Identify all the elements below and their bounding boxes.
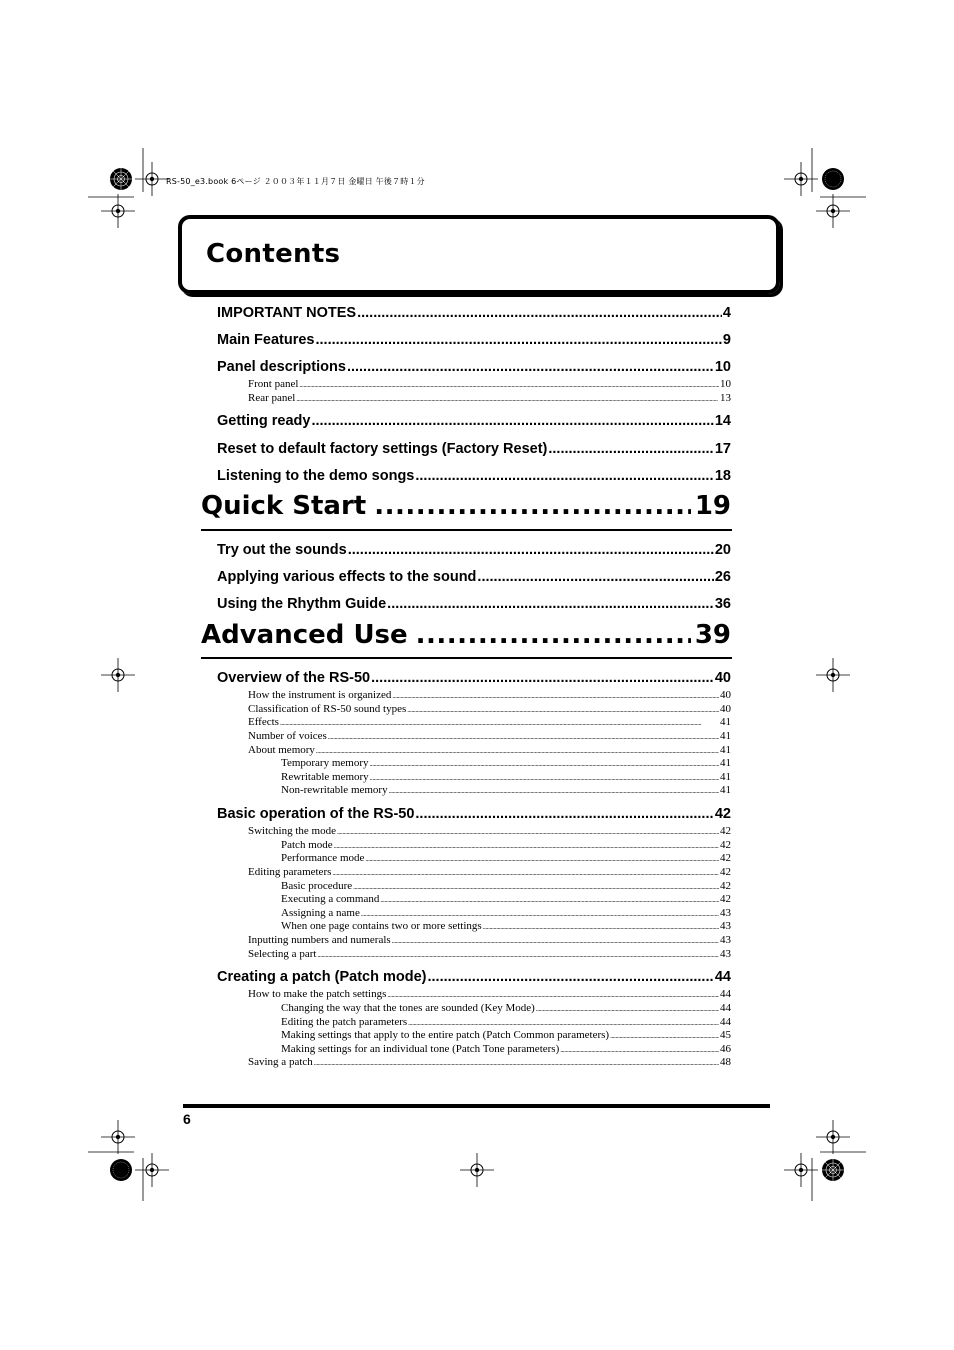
toc-section-quick-start[interactable]: Quick Start ..... 19 [201, 491, 731, 521]
toc-entry-front-panel[interactable]: Front panel ..... 10 [248, 378, 731, 390]
toc-entry-panel-descriptions[interactable]: Panel descriptions ..... 10 [217, 359, 731, 375]
registration-mark-icon [816, 658, 850, 692]
registration-mark-icon [784, 162, 818, 196]
crop-circle-icon [110, 168, 132, 190]
toc-entry-rhythm-guide[interactable]: Using the Rhythm Guide ..... 36 [217, 596, 731, 612]
toc-entry-main-features[interactable]: Main Features ..... 9 [217, 332, 731, 348]
registration-mark-icon [784, 1153, 818, 1187]
toc-entry-try-sounds[interactable]: Try out the sounds ..... 20 [217, 542, 731, 558]
toc-entry-classification[interactable]: Classification of RS-50 sound types ..... 40 [248, 703, 731, 715]
toc-entry-voices[interactable]: Number of voices ..... 41 [248, 730, 731, 742]
toc-entry-basic-operation[interactable]: Basic operation of the RS-50 ..... 42 [217, 806, 731, 822]
toc-entry-effects-sound[interactable]: Applying various effects to the sound ..... 26 [217, 569, 731, 585]
registration-mark-icon [135, 162, 169, 196]
toc-entry-nonrewritable-memory[interactable]: Non-rewritable memory ..... 41 [281, 784, 731, 796]
toc-entry-basic-procedure[interactable]: Basic procedure ..... 42 [281, 880, 731, 892]
toc-entry-one-page[interactable]: When one page contains two or more settings ..... 43 [281, 920, 731, 932]
registration-mark-icon [101, 194, 135, 228]
registration-mark-icon [816, 1120, 850, 1154]
toc-entry-overview[interactable]: Overview of the RS-50 ..... 40 [217, 670, 731, 686]
page-title: Contents [206, 239, 341, 269]
crop-circle-icon [110, 1159, 132, 1181]
toc-entry-selecting-part[interactable]: Selecting a part ..... 43 [248, 948, 731, 960]
section-divider [201, 657, 732, 659]
toc-entry-saving-patch[interactable]: Saving a patch ..... 48 [248, 1056, 731, 1068]
toc-entry-patch-mode[interactable]: Patch mode ..... 42 [281, 839, 731, 851]
toc-entry-assigning-name[interactable]: Assigning a name ..... 43 [281, 907, 731, 919]
toc-entry-factory-reset[interactable]: Reset to default factory settings (Factory Reset) ..... 17 [217, 441, 731, 457]
toc-entry-organized[interactable]: How the instrument is organized ..... 40 [248, 689, 731, 701]
toc-entry-about-memory[interactable]: About memory ..... 41 [248, 744, 731, 756]
registration-mark-icon [135, 1153, 169, 1187]
footer-rule [183, 1104, 770, 1108]
toc-entry-rewritable-memory[interactable]: Rewritable memory ..... 41 [281, 771, 731, 783]
toc-entry-editing-params[interactable]: Editing parameters ..... 42 [248, 866, 731, 878]
contents-title-box [178, 215, 780, 294]
crop-circle-icon [822, 168, 844, 190]
registration-mark-icon [816, 194, 850, 228]
toc-entry-performance-mode[interactable]: Performance mode ..... 42 [281, 852, 731, 864]
page-number: 6 [183, 1111, 191, 1127]
toc-entry-executing-command[interactable]: Executing a command ..... 42 [281, 893, 731, 905]
section-divider [201, 529, 732, 531]
toc-entry-tone-params[interactable]: Making settings for an individual tone (Patch Tone parameters) ..... 46 [281, 1043, 731, 1055]
registration-mark-icon [101, 658, 135, 692]
toc-entry-common-params[interactable]: Making settings that apply to the entire patch (Patch Common parameters) ..... 45 [281, 1029, 731, 1041]
toc-entry-effects[interactable]: Effects ..... 41 [248, 716, 731, 728]
toc-entry-switching-mode[interactable]: Switching the mode ..... 42 [248, 825, 731, 837]
toc-entry-editing-patch-params[interactable]: Editing the patch parameters ..... 44 [281, 1016, 731, 1028]
toc-entry-make-patch[interactable]: How to make the patch settings ..... 44 [248, 988, 731, 1000]
registration-mark-icon [101, 1120, 135, 1154]
toc-entry-creating-patch[interactable]: Creating a patch (Patch mode) ..... 44 [217, 969, 731, 985]
toc-section-advanced-use[interactable]: Advanced Use ..... 39 [201, 620, 731, 650]
registration-mark-icon [460, 1153, 494, 1187]
toc-entry-getting-ready[interactable]: Getting ready ..... 14 [217, 413, 731, 429]
toc-entry-key-mode[interactable]: Changing the way that the tones are sounded (Key Mode) ..... 44 [281, 1002, 731, 1014]
toc-entry-inputting-numbers[interactable]: Inputting numbers and numerals ..... 43 [248, 934, 731, 946]
toc-entry-demo-songs[interactable]: Listening to the demo songs ..... 18 [217, 468, 731, 484]
toc-entry-temp-memory[interactable]: Temporary memory ..... 41 [281, 757, 731, 769]
print-file-header: RS-50_e3.book 6ページ ２００３年１１月７日 金曜日 午後７時１分 [166, 177, 425, 186]
toc-entry-rear-panel[interactable]: Rear panel ..... 13 [248, 392, 731, 404]
toc-entry-important-notes[interactable]: IMPORTANT NOTES ..... 4 [217, 305, 731, 321]
crop-circle-icon [822, 1159, 844, 1181]
